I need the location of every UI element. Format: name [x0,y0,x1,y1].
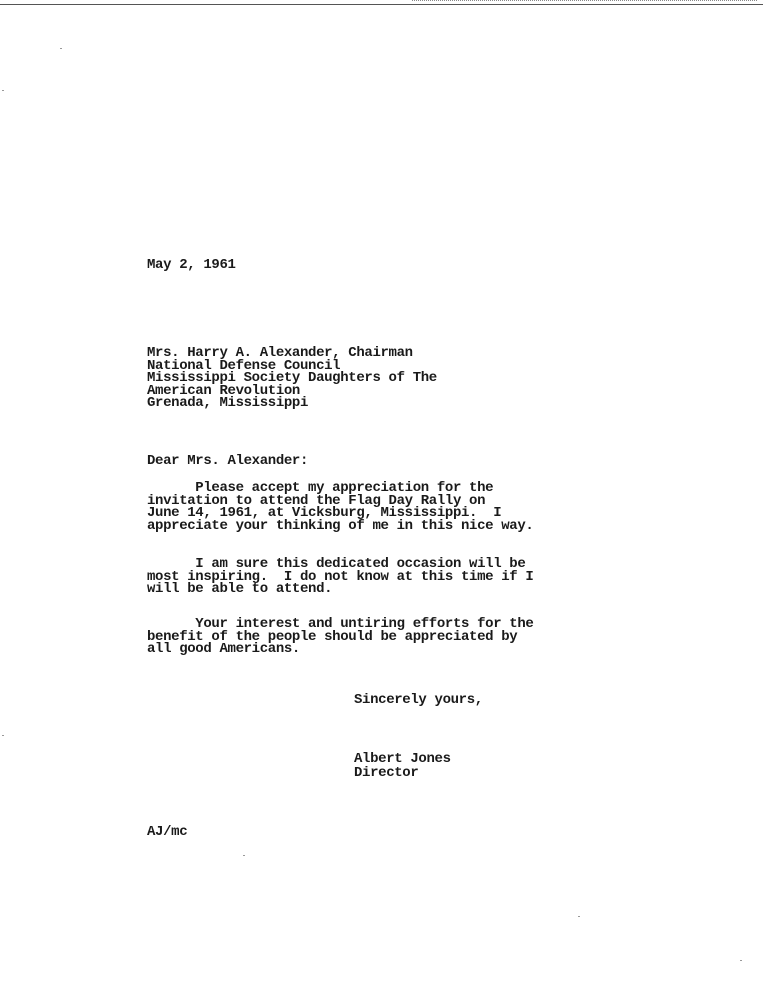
paragraph-line: I am sure this dedicated occasion will be [147,556,526,572]
scan-speck [578,916,580,917]
signer-title: Director [354,765,419,781]
scan-speck [2,90,4,91]
paragraph-line: Your interest and untiring efforts for the [147,616,534,632]
letter-date: May 2, 1961 [147,257,236,273]
top-edge-dotted-rule [412,0,757,4]
signer-name: Albert Jones [354,751,451,767]
scan-speck [243,855,245,856]
paragraph-line: all good Americans. [147,641,300,657]
top-edge-rule [0,4,763,5]
recipient-address [147,347,437,410]
scan-speck [2,735,4,736]
paragraph-line: June 14, 1961, at Vicksburg, Mississippi. I [147,505,502,521]
scan-speck [60,48,62,49]
recipient-line: Grenada, Mississippi [147,395,309,411]
paragraph-line: will be able to attend. [147,581,333,597]
body-paragraph-3 [147,618,533,656]
recipient-line: Mississippi Society Daughters of The [147,370,437,386]
closing: Sincerely yours, [354,692,483,708]
typist-initials: AJ/mc [147,824,188,840]
salutation: Dear Mrs. Alexander: [147,453,309,469]
recipient-line: American Revolution [147,382,300,399]
paragraph-line: most inspiring. I do not know at this time if I [147,568,534,585]
paragraph-line: invitation to attend the Flag Day Rally on [147,492,486,509]
paragraph-line: Please accept my appreciation for the [147,480,494,496]
scan-speck [740,960,742,961]
recipient-line: Mrs. Harry A. Alexander, Chairman [147,345,413,361]
body-paragraph-1 [147,482,533,532]
recipient-line: National Defense Council [147,357,341,374]
body-paragraph-2 [147,558,533,596]
paragraph-line: appreciate your thinking of me in this nice way. [147,517,534,534]
paragraph-line: benefit of the people should be appreciated by [147,628,518,645]
